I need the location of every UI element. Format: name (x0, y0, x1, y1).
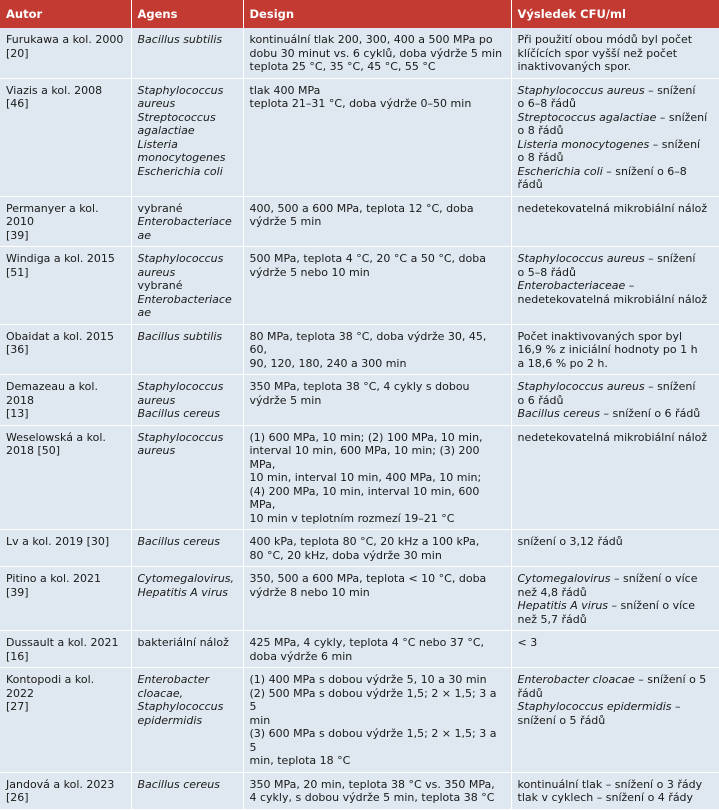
cell-agens (131, 324, 243, 375)
author-line: Kontopodi a kol. 2022 (6, 673, 95, 700)
table-row (0, 631, 719, 668)
result-segment: Staphylococcus aureus (517, 380, 645, 393)
design-line: 10 min v teplotním rozmezí 19–21 °C (249, 511, 455, 525)
table-row (0, 247, 719, 325)
result-line (518, 138, 714, 152)
cell-design (243, 247, 511, 325)
agens-line: aureus (137, 444, 176, 457)
result-segment: Staphylococcus aureus (517, 252, 645, 265)
author-line: [13] (6, 407, 29, 420)
design-line: min (249, 713, 271, 727)
agens-line: Bacillus subtilis (137, 329, 223, 343)
result-segment: Streptococcus agalactiae (517, 110, 657, 124)
design-line: (1) 400 MPa s dobou výdrže 5, 10 a 30 min (249, 673, 487, 686)
result-segment: Cytomegalovirus (517, 572, 611, 585)
agens-line: Bacillus cereus (137, 777, 221, 791)
author-line: Furukawa a kol. 2000 (6, 33, 124, 46)
result-segment: než 4,8 řádů (517, 585, 587, 599)
result-segment: řádů (517, 178, 543, 191)
cell-design (243, 631, 511, 668)
table-body (0, 28, 719, 809)
result-line (518, 165, 714, 179)
cell-design (243, 28, 511, 78)
design-line: doba výdrže 6 min (249, 649, 353, 663)
result-segment: – snížení (644, 83, 696, 97)
agens-line: agalactiae (137, 124, 195, 137)
result-segment: Při použití obou módů byl počet (517, 33, 693, 46)
agens-line: Bacillus cereus (137, 407, 221, 420)
author-line: Obaidat a kol. 2015 (6, 329, 114, 343)
agens-line: Streptococcus (137, 110, 216, 124)
agens-line: bakteriální nálož (137, 636, 229, 649)
design-line: kontinuální tlak 200, 300, 400 a 500 MPa po (249, 33, 493, 46)
agens-line: Staphylococcus (137, 700, 224, 713)
result-line (518, 380, 714, 394)
result-segment: – (625, 279, 635, 292)
agens-line: vybrané (137, 201, 183, 215)
design-line: dobu 30 minut vs. 6 cyklů, doba výdrže 5 min (249, 46, 503, 60)
result-segment: o 6 řádů (517, 393, 564, 407)
agens-line: aureus (137, 97, 176, 110)
result-segment: a 18,6 % po 2 h. (517, 356, 608, 370)
cell-author (0, 78, 131, 196)
cell-result (511, 28, 719, 78)
cell-result (511, 772, 719, 809)
result-line (518, 47, 714, 61)
cell-agens (131, 78, 243, 196)
cell-author (0, 668, 131, 773)
agens-line: Staphylococcus (137, 83, 224, 97)
result-segment: – snížení o 6–8 (602, 164, 687, 178)
result-segment: tlak v cyklech – snížení o 4 řády (517, 791, 694, 804)
agens-line: Staphylococcus (137, 380, 224, 393)
table-row (0, 668, 719, 773)
cell-design (243, 567, 511, 631)
result-line (518, 178, 714, 192)
author-line: [39] (6, 228, 29, 242)
cell-design (243, 78, 511, 196)
cell-result (511, 668, 719, 773)
author-line: Weselowská a kol. (6, 430, 106, 444)
table-row (0, 78, 719, 196)
design-line: výdrže 5 nebo 10 min (249, 265, 370, 279)
header-agens: Agens (131, 0, 243, 28)
design-line: tlak 400 MPa (249, 83, 321, 97)
design-line: 4 cykly, s dobou výdrže 5 min, teplota 38 °C (249, 791, 495, 804)
result-segment: než 5,7 řádů (517, 612, 587, 626)
result-segment: – snížení o více (610, 572, 698, 585)
cell-design (243, 668, 511, 773)
table-row (0, 196, 719, 247)
author-line: Lv a kol. 2019 [30] (6, 535, 110, 548)
agens-line: Enterobacteriaceae (137, 215, 232, 242)
result-line (518, 202, 714, 216)
cell-author (0, 196, 131, 247)
design-line: 80 °C, 20 kHz, doba výdrže 30 min (249, 548, 442, 562)
result-line (518, 293, 714, 307)
design-line: (2) 500 MPa s dobou výdrže 1,5; 2 × 1,5; 3 a 5 (249, 686, 497, 713)
cell-agens (131, 247, 243, 325)
result-segment: – snížení o více (608, 599, 695, 612)
result-line (518, 700, 714, 714)
author-line: Permanyer a kol. 2010 (6, 201, 99, 228)
agens-line: Staphylococcus (137, 430, 224, 444)
result-line (518, 111, 714, 125)
cell-author (0, 324, 131, 375)
design-line: teplota 21–31 °C, doba výdrže 0–50 min (249, 97, 472, 110)
result-line (518, 778, 714, 792)
author-line: Jandová a kol. 2023 (6, 777, 115, 791)
result-line (518, 394, 714, 408)
result-line (518, 330, 714, 344)
agens-line: Escherichia coli (137, 164, 223, 178)
result-line (518, 252, 714, 266)
header-row (0, 0, 719, 28)
cell-author (0, 567, 131, 631)
agens-line: epidermidis (137, 713, 203, 727)
agens-line: vybrané (137, 279, 183, 292)
cell-design (243, 425, 511, 530)
result-line (518, 407, 714, 421)
result-segment: – snížení o 5 (634, 673, 707, 686)
header-result: Výsledek CFU/ml (511, 0, 719, 28)
author-line: Viazis a kol. 2008 [46] (6, 83, 103, 110)
result-segment: o 6–8 řádů (517, 97, 576, 110)
result-segment: – snížení o 6 řádů (600, 407, 701, 420)
author-line: Demazeau a kol. 2018 (6, 380, 98, 407)
result-line (518, 266, 714, 280)
cell-agens (131, 375, 243, 426)
result-line (518, 714, 714, 728)
cell-agens (131, 631, 243, 668)
cell-result (511, 425, 719, 530)
result-segment: nedetekovatelná mikrobiální nálož (517, 292, 708, 306)
result-segment: – snížení (644, 252, 696, 265)
cell-result (511, 567, 719, 631)
design-line: výdrže 5 min (249, 393, 322, 407)
cell-author (0, 28, 131, 78)
result-line (518, 124, 714, 138)
cell-result (511, 530, 719, 567)
cell-author (0, 247, 131, 325)
result-segment: nedetekovatelná mikrobiální nálož (517, 430, 708, 444)
result-line (518, 84, 714, 98)
result-line (518, 636, 714, 650)
cell-result (511, 196, 719, 247)
design-line: 80 MPa, teplota 38 °C, doba výdrže 30, 45, 60, (249, 329, 487, 356)
design-line: 400, 500 a 600 MPa, teplota 12 °C, doba (249, 201, 474, 215)
result-segment: Listeria monocytogenes (517, 137, 650, 151)
agens-line: Hepatitis A virus (137, 585, 229, 599)
result-line (518, 599, 714, 613)
agens-line: Enterobacteriaceae (137, 292, 232, 319)
result-segment: klíčících spor vyšší než počet (517, 46, 678, 60)
cell-agens (131, 668, 243, 773)
result-segment: kontinuální tlak – snížení o 3 řády (517, 777, 703, 791)
result-segment: – snížení (656, 110, 708, 124)
cell-author (0, 530, 131, 567)
result-line (518, 431, 714, 445)
result-segment: Počet inaktivovaných spor byl (517, 329, 683, 343)
design-line: 90, 120, 180, 240 a 300 min (249, 356, 407, 370)
design-line: výdrže 8 nebo 10 min (249, 585, 370, 599)
result-segment: Staphylococcus aureus (517, 83, 645, 97)
cell-result (511, 247, 719, 325)
author-line: [36] (6, 343, 29, 356)
cell-author (0, 772, 131, 809)
design-line: 350, 500 a 600 MPa, teplota < 10 °C, doba (249, 572, 487, 585)
cell-author (0, 375, 131, 426)
design-line: 425 MPa, 4 cykly, teplota 4 °C nebo 37 °C, (249, 636, 485, 649)
agens-line: Bacillus cereus (137, 535, 221, 548)
result-line (518, 33, 714, 47)
result-segment: o 5–8 řádů (517, 265, 576, 279)
agens-line: Listeria (137, 137, 178, 151)
result-segment: nedetekovatelná mikrobiální nálož (517, 201, 708, 215)
cell-agens (131, 772, 243, 809)
agens-line: aureus (137, 393, 176, 407)
author-line: [26] (6, 791, 29, 804)
result-segment: – (671, 700, 681, 713)
design-line: (4) 200 MPa, 10 min, interval 10 min, 600 MPa, (249, 484, 480, 511)
result-segment: Escherichia coli (517, 164, 603, 178)
author-line: [16] (6, 649, 29, 663)
result-line (518, 151, 714, 165)
cell-author (0, 631, 131, 668)
author-line: Pitino a kol. 2021 [39] (6, 572, 102, 599)
table-row (0, 425, 719, 530)
result-segment: – snížení (644, 380, 696, 393)
table-row (0, 375, 719, 426)
result-line (518, 673, 714, 687)
result-line (518, 97, 714, 111)
cell-result (511, 78, 719, 196)
author-line: 2018 [50] (6, 444, 61, 457)
design-line: 400 kPa, teplota 80 °C, 20 kHz a 100 kPa, (249, 535, 480, 548)
agens-line: monocytogenes (137, 151, 226, 164)
result-line (518, 687, 714, 701)
result-segment: < 3 (517, 636, 538, 649)
cell-agens (131, 425, 243, 530)
result-segment: Enterobacteriaceae (517, 279, 626, 292)
result-segment: o 8 řádů (517, 151, 564, 164)
result-line (518, 586, 714, 600)
cell-result (511, 631, 719, 668)
result-segment: Enterobacter cloacae (517, 673, 635, 686)
agens-line: aureus (137, 265, 176, 279)
cell-agens (131, 530, 243, 567)
result-line (518, 60, 714, 74)
table-row (0, 772, 719, 809)
result-segment: řádů (517, 686, 543, 700)
agens-line: Bacillus subtilis (137, 33, 223, 46)
result-line (518, 572, 714, 586)
agens-line: Cytomegalovirus, (137, 572, 235, 585)
result-segment: snížení o 5 řádů (517, 713, 606, 727)
result-segment: snížení o 3,12 řádů (517, 535, 623, 548)
result-line (518, 791, 714, 805)
cell-agens (131, 28, 243, 78)
table-row (0, 28, 719, 78)
result-segment: Bacillus cereus (517, 407, 601, 420)
author-line: [27] (6, 700, 29, 713)
result-segment: o 8 řádů (517, 124, 564, 137)
author-line: Dussault a kol. 2021 (6, 636, 119, 649)
table-row (0, 567, 719, 631)
result-line (518, 535, 714, 549)
result-line (518, 279, 714, 293)
design-line: teplota 25 °C, 35 °C, 45 °C, 55 °C (249, 60, 436, 73)
design-line: 10 min, interval 10 min, 400 MPa, 10 min; (249, 471, 482, 484)
author-line: Windiga a kol. 2015 (6, 252, 115, 265)
result-line (518, 357, 714, 371)
agens-line: cloacae, (137, 686, 184, 700)
design-line: min, teplota 18 °C (249, 754, 351, 767)
cell-design (243, 375, 511, 426)
design-line: (1) 600 MPa, 10 min; (2) 100 MPa, 10 min, (249, 430, 483, 444)
design-line: interval 10 min, 600 MPa, 10 min; (3) 200 MPa, (249, 444, 480, 471)
cell-design (243, 196, 511, 247)
result-line (518, 613, 714, 627)
result-segment: – snížení (649, 137, 701, 151)
design-line: 500 MPa, teplota 4 °C, 20 °C a 50 °C, doba (249, 252, 486, 265)
result-segment: Hepatitis A virus (517, 599, 609, 612)
cell-result (511, 324, 719, 375)
cell-design (243, 772, 511, 809)
table-row (0, 324, 719, 375)
cell-result (511, 375, 719, 426)
result-segment: 16,9 % z iniciální hodnoty po 1 h (517, 343, 698, 356)
cell-agens (131, 196, 243, 247)
agens-line: Enterobacter (137, 673, 210, 686)
cell-author (0, 425, 131, 530)
result-segment: inaktivovaných spor. (517, 60, 631, 73)
header-design: Design (243, 0, 511, 28)
design-line: (3) 600 MPa s dobou výdrže 1,5; 2 × 1,5; 3 a 5 (249, 727, 497, 754)
author-line: [20] (6, 46, 29, 60)
agens-line: Staphylococcus (137, 252, 224, 265)
design-line: výdrže 5 min (249, 215, 322, 228)
cell-design (243, 530, 511, 567)
cell-design (243, 324, 511, 375)
design-line: 350 MPa, teplota 38 °C, 4 cykly s dobou (249, 380, 470, 393)
author-line: [51] (6, 265, 29, 279)
cell-agens (131, 567, 243, 631)
header-author: Autor (0, 0, 131, 28)
table-row (0, 530, 719, 567)
design-line: 350 MPa, 20 min, teplota 38 °C vs. 350 MPa, (249, 777, 495, 791)
result-line (518, 343, 714, 357)
result-segment: Staphylococcus epidermidis (517, 700, 672, 713)
